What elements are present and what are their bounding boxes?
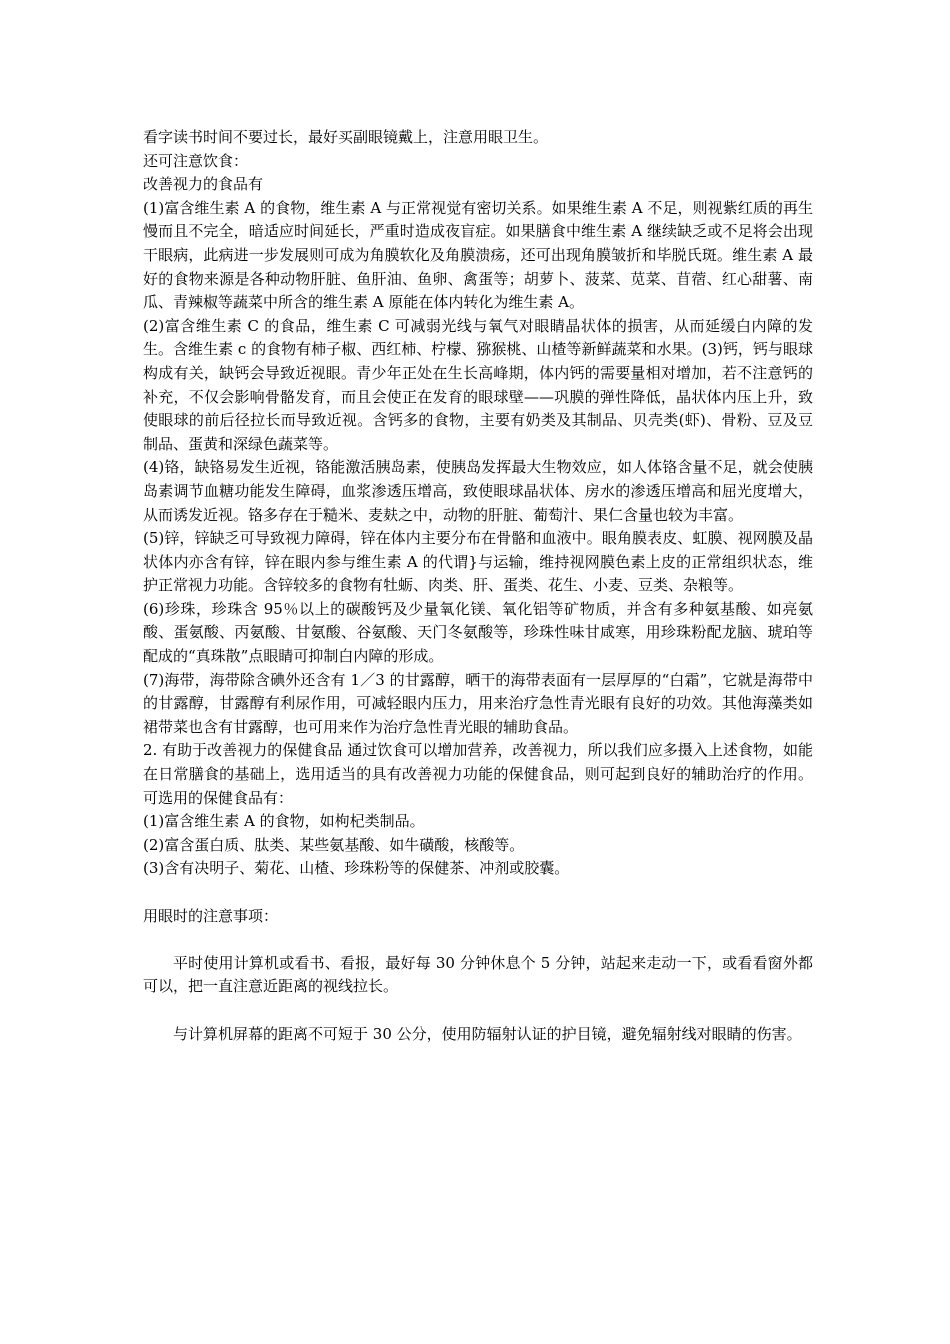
paragraph-diet-note: 还可注意饮食： (143, 151, 249, 170)
paragraph-health-food-2: (2)富含蛋白质、肽类、某些氨基酸、如牛磺酸，核酸等。 (143, 835, 525, 854)
document-page (143, 126, 813, 1046)
notes-heading: 用眼时的注意事项： (143, 906, 279, 925)
note-screen-distance: 与计算机屏幕的距离不可短于 30 公分，使用防辐射认证的护目镜，避免辐射线对眼睛的伤害。 (173, 1024, 802, 1043)
note-rest-eyes: 平时使用计算机或看书、看报，最好每 30 分钟休息个 5 分钟，站起来走动一下，或看看窗外都可以，把一直注意近距离的视线拉长。 (143, 953, 813, 996)
paragraph-reading-advice: 看字读书时间不要过长，最好买副眼镜戴上，注意用眼卫生。 (143, 128, 549, 146)
paragraph-health-food-3: (3)含有决明子、菊花、山楂、珍珠粉等的保健茶、冲剂或胶囊。 (143, 859, 570, 878)
paragraph-kelp: (7)海带，海带除含碘外还含有 1／3 的甘露醇，晒干的海带表面有一层厚厚的“白霜”，它就是海带中的甘露醇，甘露醇有利尿作用，可减轻眼内压力，用来治疗急性青光眼有良好的功效。其他海藻类如裙带菜也含有甘露醇，也可用来作为治疗急性青光眼的辅助食品。 (143, 670, 813, 736)
paragraph-vitamin-a: (1)富含维生素 A 的食物，维生素 A 与正常视觉有密切关系。如果维生素 A 不足，则视紫红质的再生慢而且不完全，暗适应时间延长，严重时造成夜盲症。如果膳食中维生素 A 继续缺乏或不足将会出现干眼病，此病进一步发展则可成为角膜软化及角膜溃疡，还可出现角膜皱折和毕脱氏斑。维生素 A 最好的食物来源是各种动物肝脏、鱼肝油、鱼卵、禽蛋等；胡萝卜、菠菜、苋菜、苜蓿、红心甜薯、南瓜、青辣椒等蔬菜中所含的维生素 A 原能在体内转化为维生素 A。 (143, 198, 813, 312)
spacer (143, 881, 813, 905)
paragraph-health-foods: 2. 有助于改善视力的保健食品 通过饮食可以增加营养，改善视力，所以我们应多摄入上述食物，如能在日常膳食的基础上，选用适当的具有改善视力功能的保健食品，则可起到良好的辅助治疗的作用。可选用的保健食品有： (143, 741, 813, 807)
paragraph-chromium: (4)铬，缺铬易发生近视，铬能激活胰岛素，使胰岛发挥最大生物效应，如人体铬含量不足，就会使胰岛素调节血糖功能发生障碍，血浆渗透压增高，致使眼球晶状体、房水的渗透压增高和屈光度增大，从而诱发近视。铬多存在于糙米、麦麸之中，动物的肝脏、葡萄汁、果仁含量也较为丰富。 (143, 458, 813, 524)
paragraph-vitamin-c-calcium: (2)富含维生素 C 的食品，维生素 C 可减弱光线与氧气对眼睛晶状体的损害，从而延缓白内障的发生。含维生素 c 的食物有柿子椒、西红柿、柠檬、猕猴桃、山楂等新鲜蔬菜和水果。(3)钙，钙与眼球构成有关，缺钙会导致近视眼。青少年正处在生长高峰期，体内钙的需要量相对增加，若不注意钙的补充，不仅会影响骨骼发育，而且会使正在发育的眼球壁——巩膜的弹性降低，晶状体内压上升，致使眼球的前后径拉长而导致近视。含钙多的食物，主要有奶类及其制品、贝壳类(虾)、骨粉、豆及豆制品、蛋黄和深绿色蔬菜等。 (143, 316, 813, 453)
paragraph-health-food-1: (1)富含维生素 A 的食物，如枸杞类制品。 (143, 812, 425, 831)
paragraph-foods-heading: 改善视力的食品有 (143, 175, 264, 194)
paragraph-zinc: (5)锌，锌缺乏可导致视力障碍，锌在体内主要分布在骨骼和血液中。眼角膜表皮、虹膜、视网膜及晶状体内亦含有锌，锌在眼内参与维生素 A 的代谓}与运输，维持视网膜色素上皮的正常组织状态，维护正常视力功能。含锌较多的食物有牡蛎、肉类、肝、蛋类、花生、小麦、豆类、杂粮等。 (143, 529, 813, 595)
spacer (143, 999, 813, 1023)
paragraph-pearl: (6)珍珠，珍珠含 95％以上的碳酸钙及少量氧化镁、氧化铝等矿物质，并含有多种氨基酸、如亮氨酸、蛋氨酸、丙氨酸、甘氨酸、谷氨酸、天门冬氨酸等，珍珠性味甘咸寒，用珍珠粉配龙脑、琥珀等配成的“真珠散”点眼睛可抑制白内障的形成。 (143, 599, 813, 666)
spacer (143, 928, 813, 952)
